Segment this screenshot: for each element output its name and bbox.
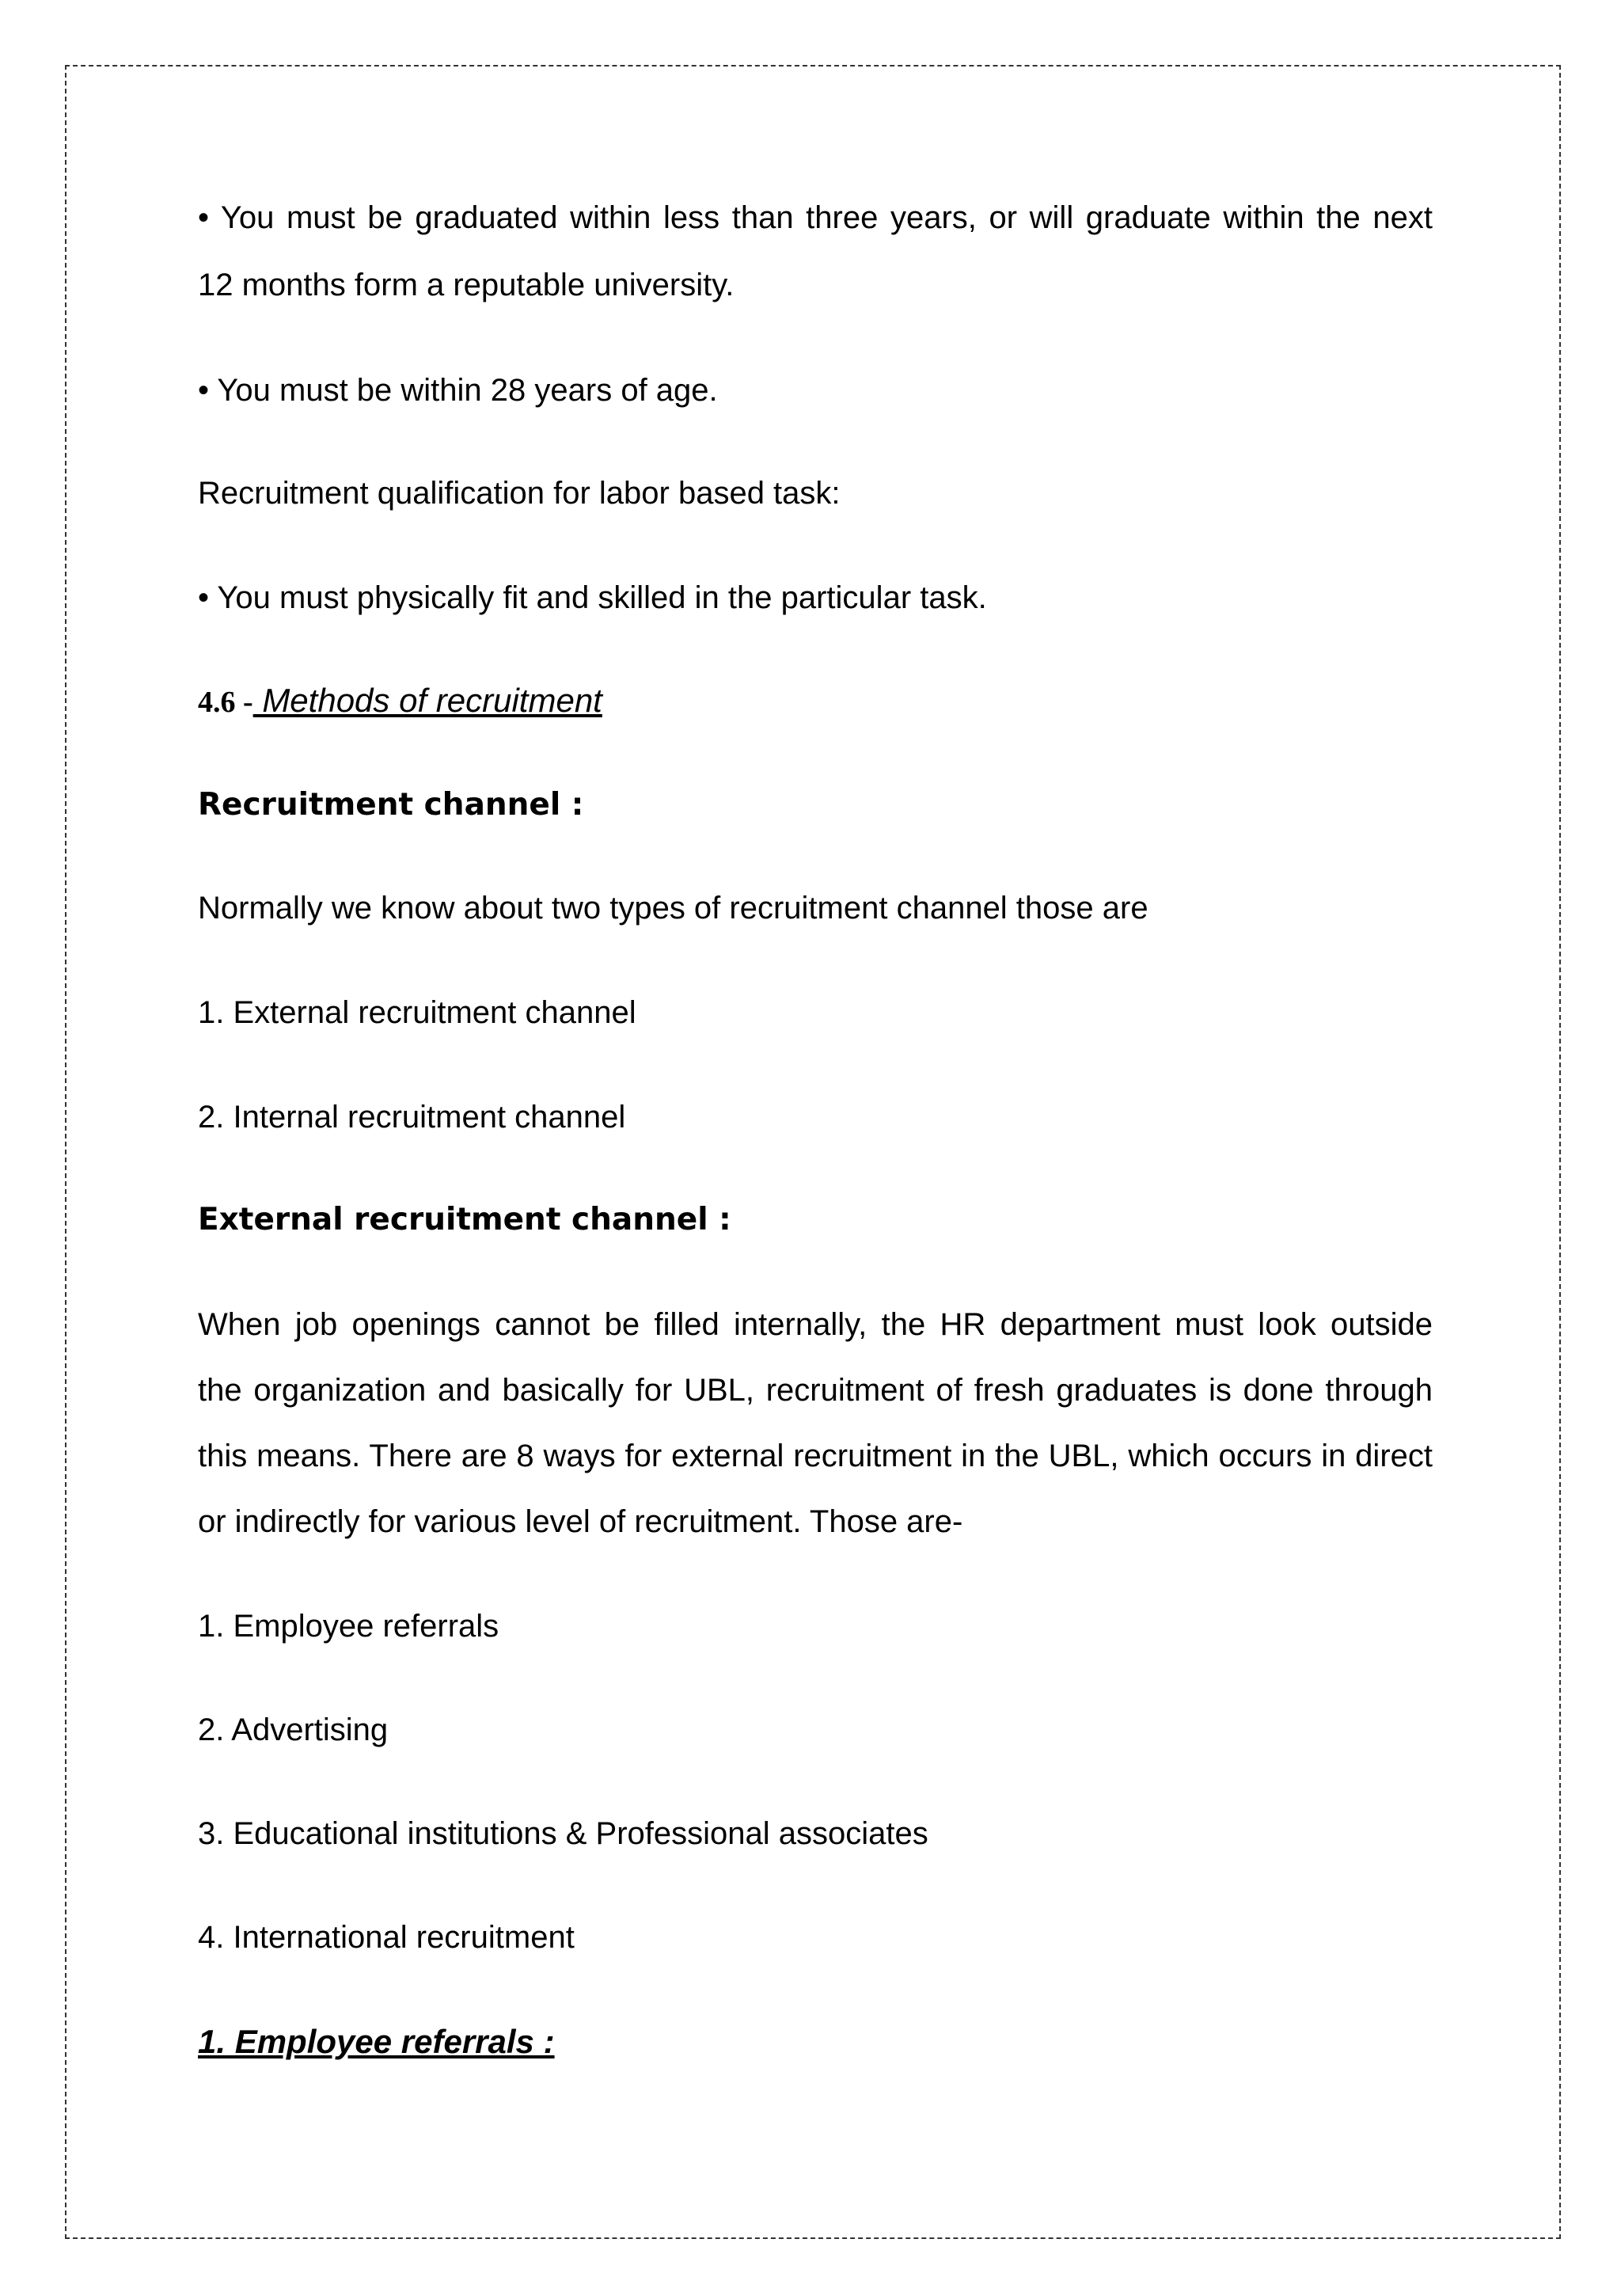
employee-referrals-heading: 1. Employee referrals :: [198, 2023, 555, 2060]
external-paragraph-line: this means. There are 8 ways for external recruitment in the UBL, which occurs in direct: [198, 1439, 1433, 1473]
ways-list-item: 4. International recruitment: [198, 1920, 575, 1955]
ways-list-item: 1. Employee referrals: [198, 1609, 499, 1644]
bullet-graduated-line2: 12 months form a reputable university.: [198, 268, 735, 302]
external-paragraph-line: the organization and basically for UBL, recruitment of fresh graduates is done through: [198, 1373, 1433, 1408]
labor-heading: Recruitment qualification for labor based task:: [198, 476, 841, 511]
external-paragraph-line: or indirectly for various level of recruitment. Those are-: [198, 1504, 963, 1539]
ways-list-item: 3. Educational institutions & Professional associates: [198, 1816, 928, 1851]
channel-heading: Recruitment channel :: [198, 787, 584, 823]
external-heading: External recruitment channel :: [198, 1202, 731, 1237]
section-title: Methods of recruitment: [252, 682, 602, 719]
external-paragraph-line: When job openings cannot be filled internally, the HR department must look outside: [198, 1307, 1433, 1342]
channel-list-item: 1. External recruitment channel: [198, 995, 636, 1030]
bullet-age: • You must be within 28 years of age.: [198, 373, 718, 408]
bullet-graduated-line1: • You must be graduated within less than three years, or will graduate within the next: [198, 200, 1433, 235]
section-number: 4.6 -: [198, 686, 253, 719]
section-heading: [198, 681, 602, 722]
channel-intro: Normally we know about two types of recruitment channel those are: [198, 891, 1148, 926]
bullet-physical: • You must physically fit and skilled in the particular task.: [198, 580, 987, 615]
ways-list-item: 2. Advertising: [198, 1712, 389, 1747]
channel-list-item: 2. Internal recruitment channel: [198, 1100, 626, 1135]
